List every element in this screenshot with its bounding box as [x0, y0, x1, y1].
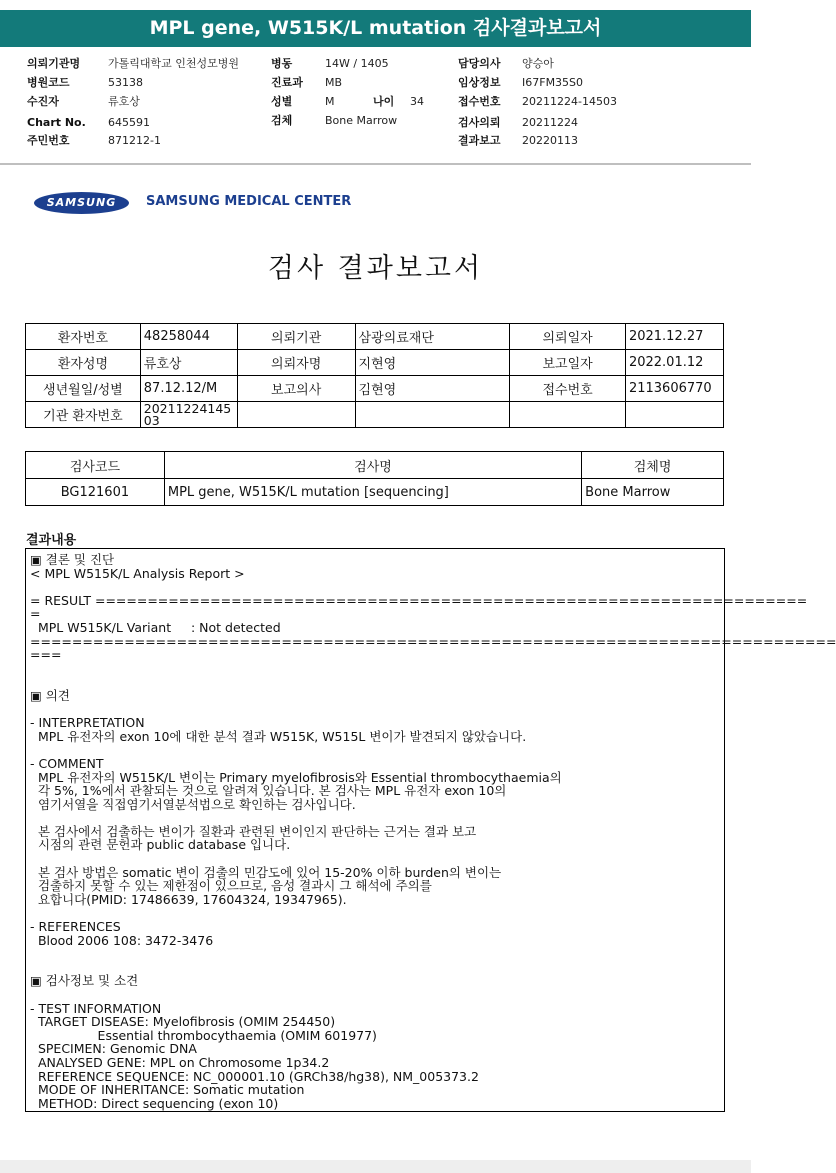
cell-value: 2022.01.12 — [625, 350, 723, 376]
header-value: M — [325, 95, 335, 108]
cell-label: 환자번호 — [26, 324, 141, 350]
result-line: MPL 유전자의 exon 10에 대한 분석 결과 W515K, W515L 변이가 발견되지 않았습니다. — [30, 728, 527, 744]
cell-label: 생년월일/성별 — [26, 376, 141, 402]
header-value: 류호상 — [108, 95, 140, 108]
result-line: TARGET DISEASE: Myelofibrosis (OMIM 254450) — [30, 1014, 336, 1030]
result-line — [30, 906, 722, 920]
header-label: 임상정보 — [458, 76, 501, 89]
table-row — [26, 350, 724, 376]
header-label: 담당의사 — [458, 57, 501, 70]
cell-value: 20211224145 03 — [140, 402, 237, 428]
result-line — [30, 852, 722, 866]
samsung-logo: SAMSUNG — [34, 192, 129, 214]
result-line — [30, 811, 722, 825]
result-line: = RESULT ==================================================================== — [30, 592, 808, 608]
result-line: Blood 2006 108: 3472-3476 — [30, 932, 214, 948]
header-value: 34 — [410, 95, 424, 108]
header-label: 의뢰기관명 — [27, 57, 81, 70]
result-line: - INTERPRETATION — [30, 715, 145, 731]
header-value: 20211224 — [522, 116, 578, 129]
result-line: 본 검사 방법은 somatic 변이 검출의 민감도에 있어 15-20% 이하 burden의 변이는 — [30, 864, 502, 880]
cell-value: 48258044 — [140, 324, 237, 350]
result-line — [30, 743, 722, 757]
result-line: 각 5%, 1%에서 관찰되는 것으로 알려져 있습니다. 본 검사는 MPL 유전자 exon 10의 — [30, 783, 507, 799]
result-line: ============================================================================= — [30, 633, 836, 649]
cell-value: 87.12.12/M — [140, 376, 237, 402]
result-text — [30, 552, 836, 1111]
cell-value: 류호상 — [140, 350, 237, 376]
cell-label: 의뢰기관 — [237, 324, 355, 350]
header-value: Bone Marrow — [325, 114, 398, 127]
result-line: 시점의 관련 문헌과 public database 입니다. — [30, 837, 291, 853]
cell-value: 김현영 — [355, 376, 510, 402]
table-row — [26, 376, 724, 402]
header-label: 나이 — [373, 95, 395, 108]
result-line: === — [30, 647, 62, 663]
header-value: 양승아 — [522, 57, 554, 70]
table-header-row — [26, 452, 724, 479]
result-line: 요합니다(PMID: 17486639, 17604324, 19347965). — [30, 891, 347, 907]
header-value: 가톨릭대학교 인천성모병원 — [108, 57, 240, 70]
result-content-box — [25, 548, 836, 1112]
test-name: MPL gene, W515K/L mutation [sequencing] — [164, 479, 581, 506]
cell-label: 보고의사 — [237, 376, 355, 402]
page-title: 검사 결과보고서 — [267, 253, 484, 284]
result-line — [30, 988, 722, 1002]
header-label: 성별 — [271, 95, 293, 108]
header-label: 진료과 — [271, 76, 303, 89]
header-label: 병원코드 — [27, 76, 70, 89]
result-line: MODE OF INHERITANCE: Somatic mutation — [30, 1082, 305, 1098]
cell-label: 기관 환자번호 — [26, 402, 141, 428]
result-line: < MPL W515K/L Analysis Report > — [30, 565, 245, 581]
result-line: 검출하지 못할 수 있는 제한점이 있으므로, 음성 결과시 그 해석에 주의를 — [30, 878, 432, 894]
report-title-bar: MPL gene, W515K/L mutation 검사결과보고서 — [0, 10, 751, 47]
result-line: MPL 유전자의 W515K/L 변이는 Primary myelofibrosis와 Essential thrombocythaemia의 — [30, 769, 562, 785]
result-line: = — [30, 606, 41, 622]
result-line: METHOD: Direct sequencing (exon 10) — [30, 1095, 279, 1111]
result-line — [30, 662, 722, 676]
page-footer-band — [0, 1160, 751, 1173]
result-line: ▣ 결론 및 진단 — [30, 552, 115, 567]
header-value: 20211224-14503 — [522, 95, 617, 108]
result-line: Essential thrombocythaemia (OMIM 601977) — [30, 1027, 377, 1043]
result-line — [30, 703, 722, 717]
header-label: 검사의뢰 — [458, 116, 501, 129]
result-line: - COMMENT — [30, 755, 104, 771]
cell-empty — [237, 402, 355, 428]
header-value: 645591 — [108, 116, 150, 129]
cell-empty — [355, 402, 510, 428]
header-value: 53138 — [108, 76, 143, 89]
cell-empty — [510, 402, 626, 428]
column-header: 검사코드 — [26, 452, 165, 479]
result-section-label: 결과내용 — [26, 533, 77, 548]
cell-value: 2021.12.27 — [625, 324, 723, 350]
header-label: 결과보고 — [458, 134, 501, 147]
test-table — [25, 451, 724, 506]
header-value: 14W / 1405 — [325, 57, 389, 70]
table-row — [26, 402, 724, 428]
cell-value: 삼광의료재단 — [355, 324, 510, 350]
header-value: 20220113 — [522, 134, 578, 147]
header-label: 검체 — [271, 114, 293, 127]
table-row — [26, 479, 724, 506]
cell-label: 환자성명 — [26, 350, 141, 376]
result-line: - REFERENCES — [30, 919, 121, 935]
test-code: BG121601 — [26, 479, 165, 506]
header-value: I67FM35S0 — [522, 76, 584, 89]
header-label: Chart No. — [27, 116, 86, 129]
hospital-name: SAMSUNG MEDICAL CENTER — [146, 194, 352, 209]
result-line: REFERENCE SEQUENCE: NC_000001.10 (GRCh38/hg38), NM_005373.2 — [30, 1068, 479, 1084]
result-line: ▣ 검사정보 및 소견 — [30, 973, 139, 989]
header-value: 871212-1 — [108, 134, 161, 147]
specimen-name: Bone Marrow — [582, 479, 724, 506]
header-label: 수진자 — [27, 95, 59, 108]
result-line: 본 검사에서 검출하는 변이가 질환과 관련된 변이인지 판단하는 근거는 결과 보고 — [30, 823, 477, 839]
cell-label: 의뢰일자 — [510, 324, 626, 350]
header-label: 병동 — [271, 57, 293, 70]
cell-empty — [625, 402, 723, 428]
result-line — [30, 675, 722, 689]
result-line: MPL W515K/L Variant : Not detected — [30, 619, 281, 635]
result-line: - TEST INFORMATION — [30, 1000, 162, 1016]
result-line: SPECIMEN: Genomic DNA — [30, 1041, 197, 1057]
result-line — [30, 961, 722, 975]
result-line: 염기서열을 직접염기서열분석법으로 확인하는 검사입니다. — [30, 796, 356, 812]
cell-label: 의뢰자명 — [237, 350, 355, 376]
column-header: 검사명 — [164, 452, 581, 479]
header-label: 주민번호 — [27, 134, 70, 147]
result-line: ▣ 의견 — [30, 687, 70, 703]
header-divider — [0, 163, 751, 165]
header-label: 접수번호 — [458, 95, 501, 108]
header-value: MB — [325, 76, 343, 89]
cell-value: 지현영 — [355, 350, 510, 376]
cell-label: 보고일자 — [510, 350, 626, 376]
result-line — [30, 947, 722, 961]
table-row — [26, 324, 724, 350]
cell-value: 2113606770 — [625, 376, 723, 402]
patient-info-table — [25, 323, 724, 428]
result-line — [30, 580, 722, 594]
column-header: 검체명 — [582, 452, 724, 479]
result-line: ANALYSED GENE: MPL on Chromosome 1p34.2 — [30, 1054, 330, 1070]
cell-label: 접수번호 — [510, 376, 626, 402]
